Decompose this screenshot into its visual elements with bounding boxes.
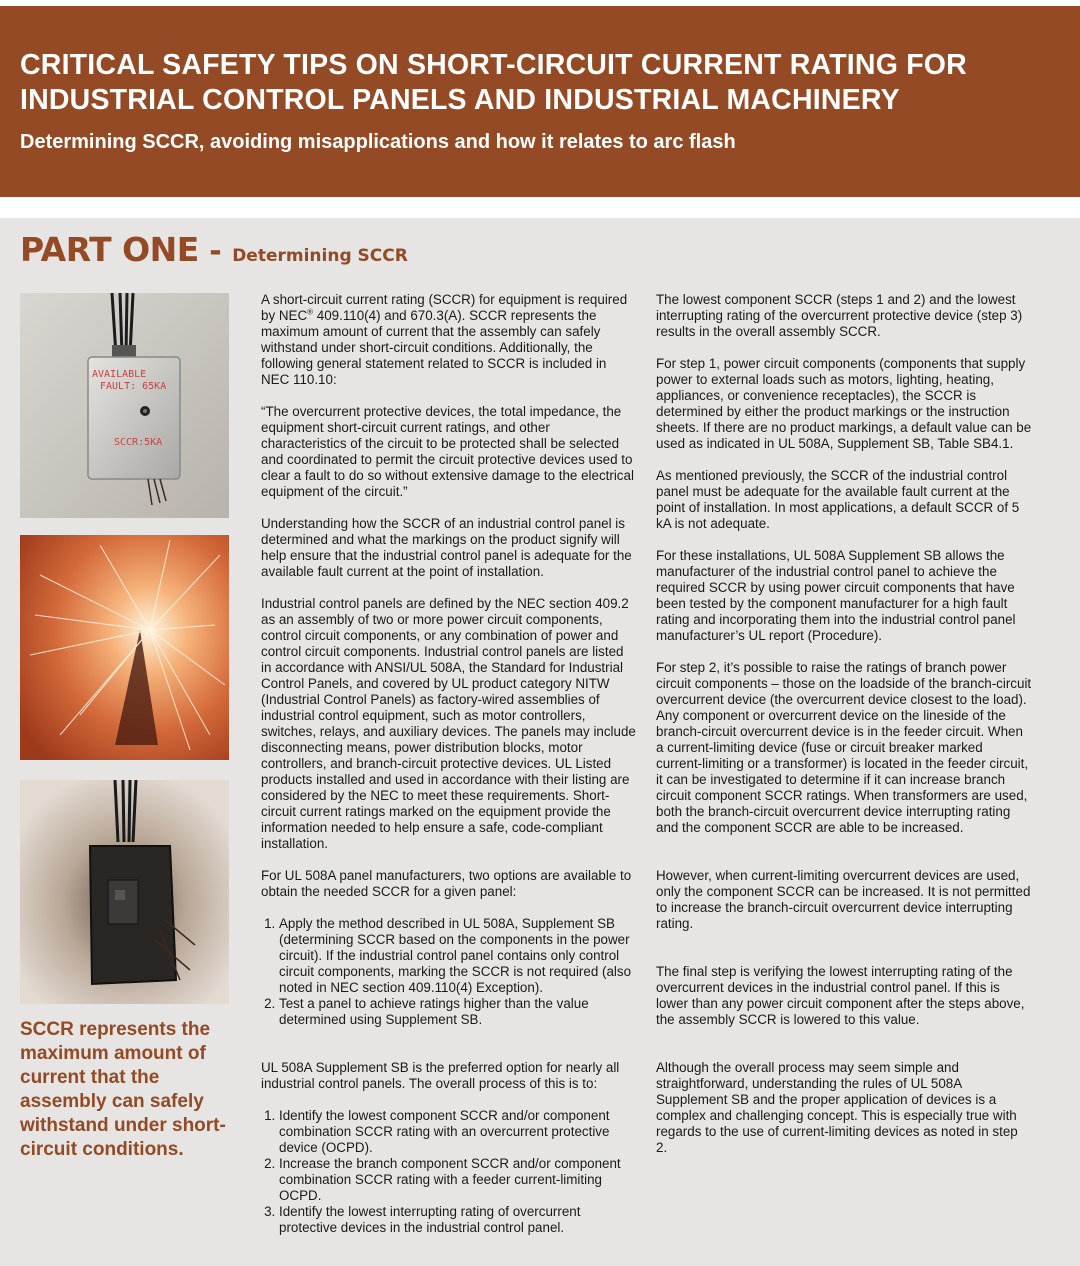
process-list <box>261 1108 637 1236</box>
page-subtitle: Determining SCCR, avoiding misapplications and how it relates to arc flash <box>20 131 736 153</box>
options-list <box>261 916 637 1028</box>
section-heading-topic: Determining SCCR <box>232 246 408 266</box>
list-item: 1. Apply the method described in UL 508A, Supplement SB (determining SCCR based on the components in the power circuit). If the industrial control panel contains only control circuit components, marking the SCCR is not required (also noted in NEC section 409.110(4) Exception). <box>279 916 637 996</box>
registered-mark: ® <box>307 307 314 317</box>
paragraph <box>261 292 637 388</box>
paragraph: However, when current-limiting overcurrent devices are used, only the component SCCR can be increased. It is not permitted to increase the branch-circuit overcurrent device interrupting rating. <box>656 868 1031 931</box>
paragraph: The lowest component SCCR (steps 1 and 2) and the lowest interrupting rating of the overcurrent protective device (step 3) results in the overall assembly SCCR. <box>656 292 1023 339</box>
paragraph-text: A short-circuit current rating (SCCR) for equipment is required by NEC <box>261 292 628 323</box>
quote-paragraph: “The overcurrent protective devices, the total impedance, the equipment short-circuit current ratings, and other characteristics of the circuit to be protected shall be selected and coordinated to permit the circuit protective devices used to clear a fault to do so without extensive damage to the electrical equipment of the circuit.” <box>261 404 634 499</box>
text-column-2 <box>656 292 1032 1172</box>
photo-label-fault: FAULT: 65KA <box>100 381 167 392</box>
paragraph: For step 1, power circuit components (components that supply power to external loads such as motors, lighting, heating, appliances, or convenience receptacles), the SCCR is determined by either the product markings or the instruction sheets. If there are no product markings, a default value can be used as indicated in UL 508A, Supplement SB, Table SB4.1. <box>656 356 1032 451</box>
paragraph: For UL 508A panel manufacturers, two options are available to obtain the needed SCCR for a given panel: <box>261 868 632 899</box>
page-title <box>20 48 1080 118</box>
paragraph: As mentioned previously, the SCCR of the industrial control panel must be adequate for the available fault current at the point of installation. In most applications, a default SCCR of 5 kA is not adequate. <box>656 468 1020 531</box>
photo-arc-flash <box>20 535 229 760</box>
photo-damaged-enclosure <box>20 780 229 1004</box>
title-line-2: INDUSTRIAL CONTROL PANELS AND INDUSTRIAL MACHINERY <box>20 84 900 116</box>
photo-control-box <box>20 293 229 518</box>
paragraph: UL 508A Supplement SB is the preferred option for nearly all industrial control panels. The overall process of this is to: <box>261 1060 620 1091</box>
paragraph: Understanding how the SCCR of an industrial control panel is determined and what the markings on the product signify will help ensure that the industrial control panel is adequate for the available fault current at the point of installation. <box>261 516 632 579</box>
list-item: 2. Increase the branch component SCCR and/or component combination SCCR rating with a feeder current-limiting OCPD. <box>279 1156 637 1204</box>
section-heading <box>20 230 408 269</box>
section-heading-dash: - <box>198 234 233 269</box>
list-item: 2. Test a panel to achieve ratings higher than the value determined using Supplement SB. <box>279 996 637 1028</box>
text-column-1 <box>261 292 637 1252</box>
paragraph: For these installations, UL 508A Supplement SB allows the manufacturer of the industrial control panel to achieve the required SCCR by using power circuit components that have been tested by the component manufacturer for a high fault rating and incorporating them into the industrial control panel manufacturer’s UL report (Procedure). <box>656 548 1016 643</box>
pull-quote: SCCR represents the maximum amount of current that the assembly can safely withstand under short-circuit conditions. <box>20 1019 226 1160</box>
photo-label-available: AVAILABLE <box>92 369 147 380</box>
paragraph-text: 409.110(4) and 670.3(A). SCCR represents the maximum amount of current that the assembly can safely withstand under short-circuit conditions. Additionally, the following general statement related to SCCR is included in NEC 110.10: <box>261 308 607 387</box>
paragraph: The final step is verifying the lowest interrupting rating of the overcurrent devices in the industrial control panel. If this is lower than any power circuit component after the steps above, the assembly SCCR is lowered to this value. <box>656 964 1025 1027</box>
section-heading-part: PART ONE <box>20 230 199 269</box>
paragraph: Industrial control panels are defined by the NEC section 409.2 as an assembly of two or more power circuit components, control circuit components, or any combination of power and control circuit components. Industrial control panels are listed in accordance with ANSI/UL 508A, the Standard for Industrial Control Panels, and covered by UL product category NITW (Industrial Control Panels) as factory-wired assemblies of industrial control equipment, such as motor controllers, switches, relays, and auxiliary devices. The panels may include disconnecting means, power distribution blocks, motor controllers, and branch-circuit protective devices. UL Listed products installed and used in accordance with their listing are considered by the NEC to meet these requirements. Short-circuit current ratings marked on the equipment provide the information needed to help ensure a safe, code-compliant installation. <box>261 596 636 851</box>
paragraph: For step 2, it’s possible to raise the ratings of branch power circuit components – those on the loadside of the branch-circuit overcurrent device (the overcurrent device closest to the load). Any component or overcurrent device on the lineside of the branch-circuit overcurrent device is in the feeder circuit. When a current-limiting device (fuse or circuit breaker marked current-limiting or a transformer) is located in the feeder circuit, it can be investigated to determine if it can increase branch circuit component SCCR ratings. When transformers are used, both the branch-circuit overcurrent device interrupting rating and the component SCCR are able to be increased. <box>656 660 1032 835</box>
list-item: 1. Identify the lowest component SCCR and/or component combination SCCR rating with an overcurrent protective device (OCPD). <box>279 1108 637 1156</box>
photo-label-sccr: SCCR:5KA <box>114 437 163 448</box>
list-item: 3. Identify the lowest interrupting rating of overcurrent protective devices in the industrial control panel. <box>279 1204 637 1236</box>
title-line-1: CRITICAL SAFETY TIPS ON SHORT-CIRCUIT CURRENT RATING FOR <box>20 49 967 81</box>
content-area <box>0 218 1080 1266</box>
header-banner <box>0 6 1080 197</box>
paragraph: Although the overall process may seem simple and straightforward, understanding the rules of UL 508A Supplement SB and the proper application of devices is a complex and challenging concept. This is especially true with regards to the use of current-limiting devices as noted in step 2. <box>656 1060 1018 1155</box>
